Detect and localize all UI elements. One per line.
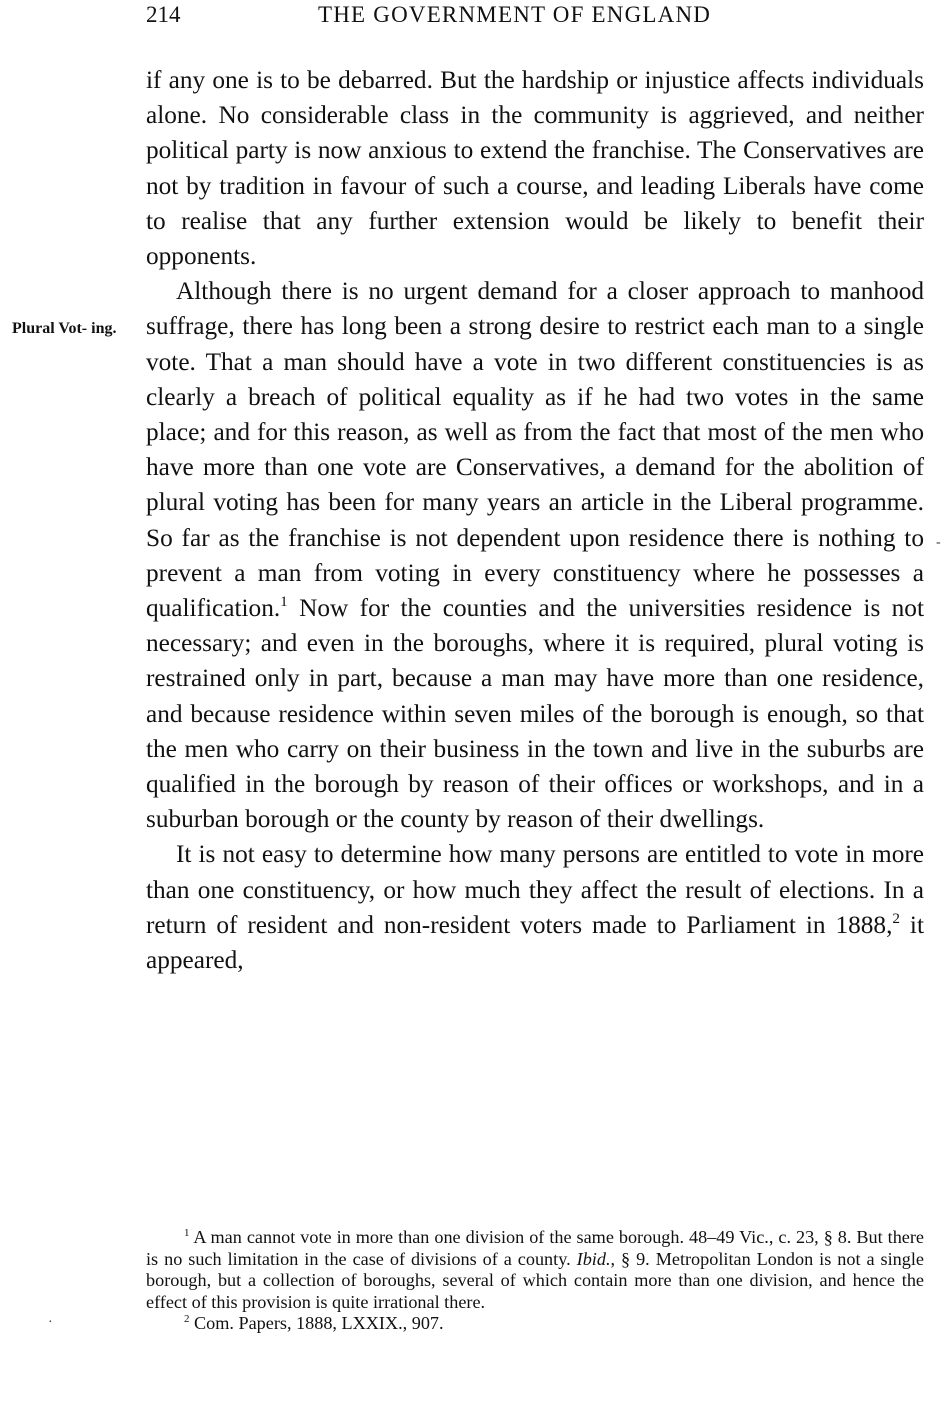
footnote-ref-2: 2 xyxy=(892,910,900,928)
footnote-2 xyxy=(146,1313,924,1335)
running-title: THE GOVERNMENT OF ENGLAND xyxy=(318,2,712,27)
paragraph-3-text-a: It is not easy to determine how many persons are entitled to vote in more than one constituency, or how much they affect the result of elections. In a return of resident and non-resident voters made to Parliament in 1888, xyxy=(146,840,924,939)
paragraph-2-text-b: Now for the counties and the universities residence is not necessary; and even in the boroughs, where it is required, plural voting is restrained only in part, because a man may have more than one residence, and because residence within seven miles of the borough is enough, so that the men who carry on their business in the town and live in the suburbs are qualified in the borough by reason of their offices or workshops, and in a suburban borough or the county by reason of their dwellings. xyxy=(146,594,924,834)
running-head xyxy=(146,2,922,28)
stray-dot-mark: · xyxy=(48,1315,53,1330)
margin-note-plural-voting: Plural Vot- ing. xyxy=(12,320,117,337)
paragraph-3-text-b: it appeared, xyxy=(146,910,924,975)
footnote-ref-1: 1 xyxy=(280,593,288,611)
footnote-1-text-b: , § 9. Metropolitan London is not a single borough, but a collection of boroughs, several of which contain more than one division, and hence the effect of this provision is quite irrational there. xyxy=(146,1248,924,1312)
body-text xyxy=(146,63,924,978)
paragraph-3 xyxy=(146,837,924,978)
paragraph-2-text-a: Although there is no urgent demand for a closer approach to manhood suffrage, there has long been a strong desire to restrict each man to a single vote. That a man should have a vote in two different constituencies is as clearly a breach of political equality as if he had two votes in the same place; and for this reason, as well as from the fact that most of the men who have more than one vote are Conservatives, a demand for the abolition of plural voting has been for many years an article in the Liberal programme. So far as the franchise is not dependent upon residence there is nothing to prevent a man from voting in every constituency where he possesses a qualification. xyxy=(146,277,924,623)
footnote-1-mark: 1 xyxy=(184,1226,190,1239)
paragraph-1: if any one is to be debarred. But the hardship or injustice affects individuals alone. No considerable class in the community is aggrieved, and neither political party is now anxious to extend the franchise. The Conservatives are not by tradition in favour of such a course, and leading Liberals have come to realise that any further extension would be likely to benefit their opponents. xyxy=(146,66,924,271)
footnote-2-mark: 2 xyxy=(184,1312,190,1325)
footnote-1-ibid: Ibid. xyxy=(576,1248,611,1269)
footnotes xyxy=(146,1227,924,1335)
footnote-2-text: Com. Papers, 1888, LXXIX., 907. xyxy=(189,1313,444,1333)
paragraph-2 xyxy=(146,274,924,837)
footnote-1-text-a: A man cannot vote in more than one division of the same borough. 48–49 Vic., c. 23, § 8. But there is no such limitation in the case of divisions of a county. xyxy=(146,1227,924,1269)
stray-dash-mark: - xyxy=(936,535,941,550)
footnote-1 xyxy=(146,1227,924,1313)
page-number: 214 xyxy=(146,2,181,27)
